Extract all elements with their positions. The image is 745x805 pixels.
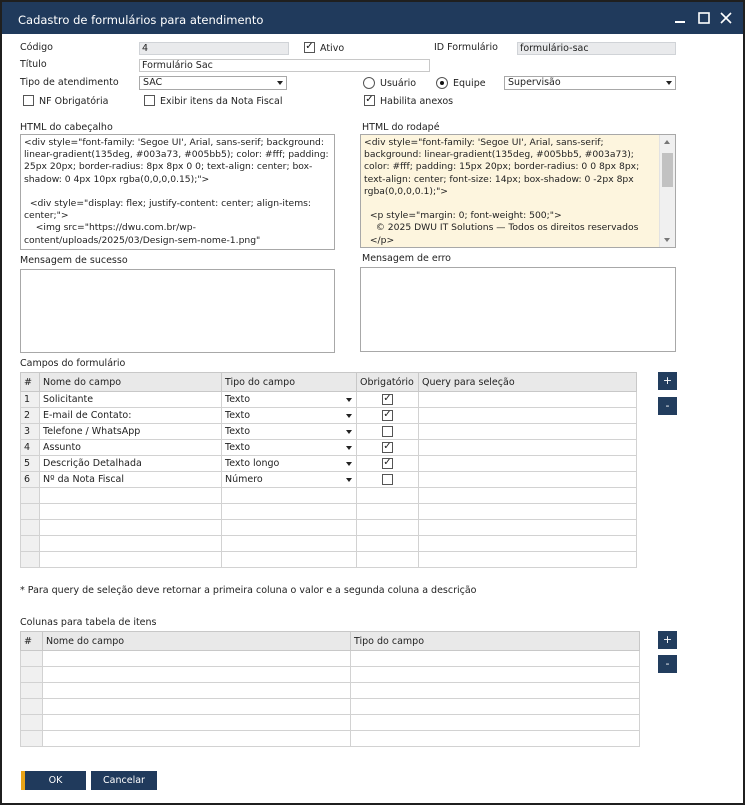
query-cell[interactable]: [419, 456, 637, 472]
table-row[interactable]: [21, 731, 640, 747]
query-cell[interactable]: [419, 472, 637, 488]
table-row[interactable]: [21, 651, 640, 667]
table-row[interactable]: [21, 456, 637, 472]
empty-cell[interactable]: [222, 520, 357, 536]
row-number: [21, 683, 43, 699]
table-row[interactable]: [21, 488, 637, 504]
chevron-down-icon: [666, 81, 672, 85]
required-checkbox[interactable]: [382, 442, 393, 453]
row-number: [21, 552, 40, 568]
column-header[interactable]: Obrigatório: [357, 373, 419, 392]
html-footer-textarea[interactable]: [360, 134, 676, 248]
table-row[interactable]: [21, 667, 640, 683]
empty-cell[interactable]: [222, 488, 357, 504]
table-row[interactable]: [21, 520, 637, 536]
habilita-anexos-label: Habilita anexos: [380, 96, 454, 107]
field-type-value: Texto: [225, 442, 251, 453]
window-title: Cadastro de formulários para atendimento: [18, 13, 264, 27]
titulo-field[interactable]: Formulário Sac: [139, 59, 430, 72]
equipe-radio[interactable]: [436, 77, 448, 89]
empty-cell[interactable]: [419, 504, 637, 520]
tipo-atend-select[interactable]: [139, 76, 287, 90]
required-cell[interactable]: [357, 456, 419, 472]
row-number: [21, 715, 43, 731]
field-type-value: Texto: [225, 410, 251, 421]
column-header[interactable]: #: [21, 632, 43, 651]
html-header-label: HTML do cabeçalho: [20, 122, 113, 133]
field-type-value: Texto longo: [225, 458, 280, 469]
tipo-atend-value: SAC: [143, 77, 163, 88]
row-number: 5: [21, 456, 40, 472]
scroll-up-icon[interactable]: [664, 140, 670, 144]
table-row[interactable]: [21, 683, 640, 699]
nf-obrigatoria-checkbox[interactable]: [23, 95, 34, 106]
field-name-cell[interactable]: Telefone / WhatsApp: [40, 424, 222, 440]
empty-cell[interactable]: [351, 699, 640, 715]
chevron-down-icon[interactable]: [346, 446, 352, 450]
empty-cell[interactable]: [43, 651, 351, 667]
row-number: 1: [21, 392, 40, 408]
empty-cell[interactable]: [43, 731, 351, 747]
remove-field-button[interactable]: -: [658, 397, 677, 415]
scroll-down-icon[interactable]: [664, 238, 670, 242]
chevron-down-icon[interactable]: [346, 430, 352, 434]
check-icon: ✓: [383, 441, 392, 452]
ativo-label: Ativo: [320, 43, 345, 54]
empty-cell[interactable]: [40, 536, 222, 552]
empty-cell[interactable]: [357, 504, 419, 520]
required-cell[interactable]: [357, 440, 419, 456]
query-cell[interactable]: [419, 440, 637, 456]
table-row[interactable]: [21, 392, 637, 408]
form-fields-label: Campos do formulário: [20, 358, 126, 369]
field-type-cell[interactable]: [222, 456, 357, 472]
chevron-down-icon[interactable]: [346, 462, 352, 466]
field-name-cell[interactable]: Solicitante: [40, 392, 222, 408]
empty-cell[interactable]: [43, 699, 351, 715]
id-form-label: ID Formulário: [434, 42, 498, 53]
column-header[interactable]: #: [21, 373, 40, 392]
ok-button[interactable]: OK: [21, 771, 86, 790]
field-type-cell[interactable]: [222, 440, 357, 456]
table-row[interactable]: [21, 715, 640, 731]
add-field-button[interactable]: +: [658, 372, 677, 390]
field-name-cell[interactable]: Descrição Detalhada: [40, 456, 222, 472]
field-name-cell[interactable]: Assunto: [40, 440, 222, 456]
close-icon[interactable]: [716, 8, 736, 28]
html-header-content: <div style="font-family: 'Segoe UI', Arial, sans-serif; background: linear-gradient(135deg, #003a73, #005bb5); color: #fff; padding: 25px 20px; border-radius: 8px 8px 0 0; text-align: center; box-shadow: 0 4px 10px rgba(0,0,0,0.15);"> <div style="display: flex; justify-content: center; align-items: center;"> <img src="https://dwu.com.br/wp-content/uploads/2025/03/Design-sem-nome-1.png": [24, 137, 329, 246]
empty-cell[interactable]: [222, 536, 357, 552]
table-row[interactable]: [21, 699, 640, 715]
footer-scrollbar[interactable]: [659, 135, 675, 247]
row-number: [21, 731, 43, 747]
table-row[interactable]: [21, 536, 637, 552]
empty-cell[interactable]: [419, 552, 637, 568]
empty-cell[interactable]: [40, 504, 222, 520]
empty-cell[interactable]: [40, 488, 222, 504]
column-header[interactable]: Query para seleção: [419, 373, 637, 392]
nf-obrigatoria-label: NF Obrigatória: [39, 96, 109, 107]
codigo-field[interactable]: 4: [139, 42, 289, 55]
field-type-value: Texto: [225, 426, 251, 437]
item-columns-table: [20, 631, 640, 747]
field-type-cell[interactable]: [222, 392, 357, 408]
html-footer-label: HTML do rodapé: [362, 122, 440, 133]
row-number: [21, 699, 43, 715]
required-checkbox[interactable]: [382, 426, 393, 437]
table-row[interactable]: [21, 440, 637, 456]
usuario-radio[interactable]: [363, 77, 375, 89]
chevron-down-icon: [277, 81, 283, 85]
table-row[interactable]: [21, 408, 637, 424]
empty-cell[interactable]: [43, 667, 351, 683]
empty-cell[interactable]: [43, 683, 351, 699]
required-cell[interactable]: [357, 392, 419, 408]
table-row[interactable]: [21, 472, 637, 488]
radio-selected-icon: [440, 81, 444, 85]
maximize-icon[interactable]: [694, 8, 714, 28]
empty-cell[interactable]: [222, 552, 357, 568]
usuario-label: Usuário: [380, 78, 417, 89]
empty-cell[interactable]: [357, 488, 419, 504]
field-type-value: Número: [225, 474, 263, 485]
column-header[interactable]: Nome do campo: [40, 373, 222, 392]
field-type-value: Texto: [225, 394, 251, 405]
minimize-icon[interactable]: [670, 8, 690, 28]
query-cell[interactable]: [419, 424, 637, 440]
remove-item-column-button[interactable]: -: [658, 655, 677, 673]
table-row[interactable]: [21, 552, 637, 568]
habilita-anexos-checkbox[interactable]: [364, 95, 375, 106]
empty-cell[interactable]: [419, 520, 637, 536]
empty-cell[interactable]: [43, 715, 351, 731]
table-row[interactable]: [21, 424, 637, 440]
empty-cell[interactable]: [419, 488, 637, 504]
row-number: 6: [21, 472, 40, 488]
check-icon: ✓: [383, 409, 392, 420]
field-name-cell[interactable]: E-mail de Contato:: [40, 408, 222, 424]
required-checkbox[interactable]: [382, 410, 393, 421]
field-type-cell[interactable]: [222, 408, 357, 424]
empty-cell[interactable]: [222, 504, 357, 520]
table-row[interactable]: [21, 504, 637, 520]
query-cell[interactable]: [419, 392, 637, 408]
row-number: [21, 536, 40, 552]
field-type-cell[interactable]: [222, 424, 357, 440]
id-form-field[interactable]: formulário-sac: [517, 42, 676, 55]
column-header[interactable]: Tipo do campo: [351, 632, 640, 651]
empty-cell[interactable]: [357, 536, 419, 552]
required-cell[interactable]: [357, 408, 419, 424]
scroll-thumb[interactable]: [662, 153, 673, 187]
html-header-textarea[interactable]: [20, 134, 335, 250]
required-cell[interactable]: [357, 424, 419, 440]
equipe-select[interactable]: [504, 76, 676, 90]
check-icon: ✓: [383, 457, 392, 468]
titulo-label: Título: [20, 59, 47, 70]
row-number: [21, 520, 40, 536]
chevron-down-icon[interactable]: [346, 398, 352, 402]
success-msg-textarea[interactable]: [20, 269, 335, 353]
check-icon: ✓: [383, 393, 392, 404]
empty-cell[interactable]: [40, 520, 222, 536]
column-header[interactable]: Tipo do campo: [222, 373, 357, 392]
row-number: 3: [21, 424, 40, 440]
success-msg-label: Mensagem de sucesso: [20, 255, 128, 266]
error-msg-textarea[interactable]: [360, 267, 676, 352]
tipo-atend-label: Tipo de atendimento: [20, 77, 119, 88]
item-columns-label: Colunas para tabela de itens: [20, 617, 157, 628]
query-note: * Para query de seleção deve retornar a primeira coluna o valor e a segunda coluna a descrição: [20, 585, 477, 596]
required-checkbox[interactable]: [382, 458, 393, 469]
row-number: 4: [21, 440, 40, 456]
empty-cell[interactable]: [357, 552, 419, 568]
exibir-itens-checkbox[interactable]: [144, 95, 155, 106]
add-item-column-button[interactable]: +: [658, 631, 677, 649]
row-number: 2: [21, 408, 40, 424]
empty-cell[interactable]: [351, 715, 640, 731]
empty-cell[interactable]: [351, 667, 640, 683]
query-cell[interactable]: [419, 408, 637, 424]
exibir-itens-label: Exibir itens da Nota Fiscal: [160, 96, 283, 107]
empty-cell[interactable]: [351, 683, 640, 699]
row-number: [21, 651, 43, 667]
equipe-label: Equipe: [453, 78, 486, 89]
required-checkbox[interactable]: [382, 474, 393, 485]
field-name-cell[interactable]: Nº da Nota Fiscal: [40, 472, 222, 488]
empty-cell[interactable]: [419, 536, 637, 552]
html-footer-content: <div style="font-family: 'Segoe UI', Arial, sans-serif; background: linear-gradient(135deg, #005bb5, #003a73); color: #fff; padding: 15px 20px; border-radius: 0 0 8px 8px; text-align: center; font-size: 14px; box-shadow: 0 -2px 8px rgba(0,0,0,0.1);"> <p style="margin: 0; font-weight: 500;"> © 2025 DWU IT Solutions — Todos os direitos reservados </p>: [364, 137, 640, 246]
row-number: [21, 488, 40, 504]
chevron-down-icon[interactable]: [346, 414, 352, 418]
codigo-label: Código: [20, 42, 53, 53]
required-cell[interactable]: [357, 472, 419, 488]
form-fields-table: [20, 372, 637, 568]
error-msg-label: Mensagem de erro: [362, 253, 451, 264]
check-icon: ✓: [365, 94, 374, 105]
row-number: [21, 667, 43, 683]
required-checkbox[interactable]: [382, 394, 393, 405]
field-type-cell[interactable]: [222, 472, 357, 488]
row-number: [21, 504, 40, 520]
empty-cell[interactable]: [351, 731, 640, 747]
chevron-down-icon[interactable]: [346, 478, 352, 482]
column-header[interactable]: Nome do campo: [43, 632, 351, 651]
title-bar: [2, 2, 743, 34]
equipe-value: Supervisão: [508, 77, 561, 88]
empty-cell[interactable]: [40, 552, 222, 568]
empty-cell[interactable]: [351, 651, 640, 667]
ativo-checkbox[interactable]: [304, 42, 315, 53]
check-icon: ✓: [305, 41, 314, 52]
cancel-button[interactable]: Cancelar: [91, 771, 157, 790]
empty-cell[interactable]: [357, 520, 419, 536]
